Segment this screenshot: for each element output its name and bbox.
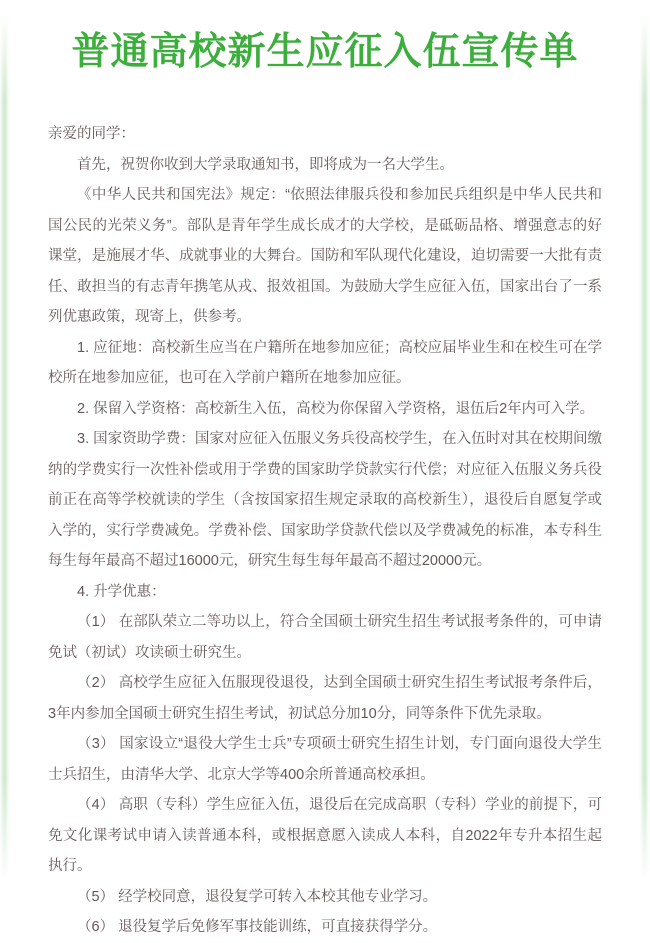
- policy-item-4-sub-1-merit-exemption: （1） 在部队荣立二等功以上，符合全国硕士研究生招生考试报考条件的，可申请免试（初试）攻读硕士研究生。: [48, 614, 602, 661]
- policy-item-3-tuition-subsidy: 3. 国家资助学费：国家对应征入伍服义务兵役高校学生，在入伍时对其在校期间缴纳的学费实行一次性补偿或用于学费的国家助学贷款实行代偿；对应征入伍服义务兵役前正在高等学校就读的学生（含按国家招生规定录取的高校新生），退役后自愿复学或入学的，实行学费减免。学费补偿、国家助学贷款代偿以及学费减免的标准，本专科生每生每年最高不超过16000元，研究生每生每年最高不超过20000元。: [48, 431, 602, 569]
- paragraph-constitution-intro: 《中华人民共和国宪法》规定：“依照法律服兵役和参加民兵组织是中华人民共和国公民的光荣义务”。部队是青年学生成长成才的大学校，是砥砺品格、增强意志的好课堂，是施展才华、成就事业的大舞台。国防和军队现代化建设，迫切需要一大批有责任、敢担当的有志青年携笔从戎、报效祖国。为鼓励大学生应征入伍，国家出台了一系列优惠政策，现寄上，供参考。: [48, 187, 602, 325]
- right-edge-glow: [642, 14, 647, 883]
- policy-item-4-sub-2-exam-bonus: （2） 高校学生应征入伍服现役退役，达到全国硕士研究生招生考试报考条件后，3年内参加全国硕士研究生招生考试，初试总分加10分，同等条件下优先录取。: [48, 675, 602, 722]
- page-title: 普通高校新生应征入伍宣传单: [71, 31, 579, 73]
- policy-item-4-sub-3-special-program: （3） 国家设立“退役大学生士兵”专项硕士研究生招生计划，专门面向退役大学生士兵招生，由清华大学、北京大学等400余所普通高校承担。: [48, 736, 602, 783]
- salutation-line: 亲爱的同学：: [48, 126, 135, 142]
- leaflet-body: [48, 119, 602, 943]
- policy-item-4-sub-5-major-transfer: （5） 经学校同意，退役复学可转入本校其他专业学习。: [77, 888, 438, 905]
- left-edge-glow: [2, 14, 7, 883]
- policy-item-4-further-study-heading: 4. 升学优惠：: [77, 583, 166, 600]
- policy-item-1-enlistment-location: 1. 应征地：高校新生应当在户籍所在地参加应征；高校应届毕业生和在校生可在学校所在地参加应征，也可在入学前户籍所在地参加应征。: [48, 339, 602, 386]
- policy-item-2-reserved-admission: 2. 保留入学资格：高校新生入伍，高校为你保留入学资格，退伍后2年内可入学。: [77, 400, 595, 417]
- policy-item-4-sub-4-vocational-upgrade: （4） 高职（专科）学生应征入伍，退役后在完成高职（专科）学业的前提下，可免文化课考试申请入读普通本科，或根据意愿入读成人本科，自2022年专升本招生起执行。: [48, 797, 602, 874]
- paragraph-congratulations: 首先，祝贺你收到大学录取通知书，即将成为一名大学生。: [77, 156, 454, 173]
- policy-item-4-sub-6-military-training-credit: （6） 退役复学后免修军事技能训练，可直接获得学分。: [77, 919, 438, 935]
